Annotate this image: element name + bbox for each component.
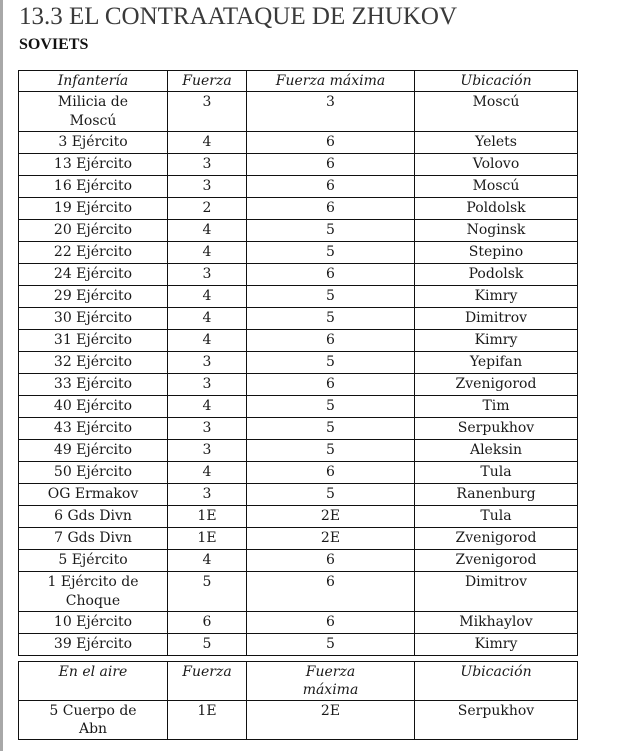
ubicacion-cell: Ranenburg (415, 484, 578, 506)
unit-name-cell (19, 440, 168, 462)
ubicacion-cell: Volovo (415, 154, 578, 176)
fuerza-cell: 5 (168, 634, 247, 656)
ubicacion-cell: Poldolsk (415, 198, 578, 220)
unit-name-label: 32 Ejército (53, 354, 133, 370)
fuerza-maxima-cell: 6 (247, 132, 415, 154)
table-row (19, 418, 578, 440)
unit-name-label: 19 Ejército (53, 200, 133, 216)
fuerza-cell: 4 (168, 308, 247, 330)
ubicacion-cell: Noginsk (415, 220, 578, 242)
table-row (19, 506, 578, 528)
section-title: SOVIETS (19, 36, 89, 53)
header-fuerza-maxima (247, 662, 415, 701)
table-row (19, 396, 578, 418)
fuerza-cell: 3 (168, 154, 247, 176)
unit-name-label: 7 Gds Divn (54, 530, 132, 546)
ubicacion-cell: Kimry (415, 634, 578, 656)
table-row (19, 176, 578, 198)
fuerza-maxima-cell: 6 (247, 264, 415, 286)
fuerza-maxima-cell: 2E (247, 528, 415, 550)
table-row (19, 286, 578, 308)
table-row (19, 374, 578, 396)
header-fuerza-maxima: Fuerza máxima (247, 71, 415, 92)
unit-name-cell (19, 484, 168, 506)
unit-name-cell (19, 352, 168, 374)
unit-name-label: 13 Ejército (53, 156, 133, 172)
unit-name-label: 5 Ejército (58, 552, 128, 568)
table-row (19, 92, 578, 132)
table-row (19, 701, 578, 740)
table-row (19, 440, 578, 462)
ubicacion-cell: Kimry (415, 286, 578, 308)
ubicacion-cell: Podolsk (415, 264, 578, 286)
unit-name-label: 10 Ejército (53, 614, 133, 630)
fuerza-maxima-cell: 5 (247, 634, 415, 656)
unit-name-label: 1 Ejército de Choque (47, 574, 139, 609)
ubicacion-cell: Serpukhov (415, 701, 578, 740)
fuerza-cell: 6 (168, 612, 247, 634)
fuerza-cell: 3 (168, 374, 247, 396)
ubicacion-cell: Mikhaylov (415, 612, 578, 634)
fuerza-cell: 4 (168, 132, 247, 154)
page-title: 13.3 EL CONTRAATAQUE DE ZHUKOV (19, 3, 458, 30)
unit-name-label: 31 Ejército (53, 332, 133, 348)
table-row (19, 612, 578, 634)
ubicacion-cell: Zvenigorod (415, 528, 578, 550)
fuerza-maxima-cell: 3 (247, 92, 415, 132)
table-row (19, 308, 578, 330)
unit-name-cell (19, 198, 168, 220)
ubicacion-cell: Yepifan (415, 352, 578, 374)
ubicacion-cell: Zvenigorod (415, 550, 578, 572)
unit-name-cell (19, 132, 168, 154)
fuerza-maxima-cell: 6 (247, 550, 415, 572)
unit-name-cell (19, 330, 168, 352)
unit-name-cell (19, 264, 168, 286)
header-fuerza: Fuerza (168, 662, 247, 701)
fuerza-maxima-cell: 5 (247, 484, 415, 506)
fuerza-maxima-cell: 2E (247, 506, 415, 528)
ubicacion-cell: Zvenigorod (415, 374, 578, 396)
unit-name-cell (19, 374, 168, 396)
table-row (19, 528, 578, 550)
fuerza-maxima-cell: 2E (247, 701, 415, 740)
unit-name-cell (19, 528, 168, 550)
fuerza-maxima-cell: 6 (247, 462, 415, 484)
ubicacion-cell: Tula (415, 506, 578, 528)
ubicacion-cell: Aleksin (415, 440, 578, 462)
table-row (19, 220, 578, 242)
unit-name-cell (19, 308, 168, 330)
header-ubicacion: Ubicación (415, 662, 578, 701)
unit-name-label: 29 Ejército (53, 288, 133, 304)
fuerza-cell: 2 (168, 198, 247, 220)
unit-name-cell (19, 176, 168, 198)
ubicacion-cell: Moscú (415, 92, 578, 132)
fuerza-cell: 4 (168, 462, 247, 484)
fuerza-maxima-cell: 6 (247, 612, 415, 634)
fuerza-cell: 1E (168, 701, 247, 740)
unit-name-cell (19, 396, 168, 418)
ubicacion-cell: Stepino (415, 242, 578, 264)
unit-name-label: 49 Ejército (53, 442, 133, 458)
fuerza-cell: 1E (168, 506, 247, 528)
unit-name-cell (19, 154, 168, 176)
fuerza-cell: 3 (168, 418, 247, 440)
soviets-air-table (18, 661, 578, 740)
table-header-row (19, 662, 578, 701)
fuerza-maxima-cell: 5 (247, 286, 415, 308)
header-fuerza-maxima-label: Fuerza máxima (302, 664, 359, 698)
unit-name-label: 43 Ejército (53, 420, 133, 436)
header-ubicacion: Ubicación (415, 71, 578, 92)
fuerza-maxima-cell: 5 (247, 418, 415, 440)
unit-name-label: Milicia de Moscú (57, 94, 129, 129)
fuerza-cell: 4 (168, 550, 247, 572)
unit-name-label: 24 Ejército (53, 266, 133, 282)
header-en-el-aire: En el aire (19, 662, 168, 701)
fuerza-maxima-cell: 6 (247, 154, 415, 176)
ubicacion-cell: Dimitrov (415, 308, 578, 330)
table-row (19, 484, 578, 506)
fuerza-cell: 3 (168, 92, 247, 132)
soviets-infantry-table (18, 70, 578, 656)
unit-name-label: 22 Ejército (53, 244, 133, 260)
unit-name-cell (19, 220, 168, 242)
table-row (19, 550, 578, 572)
fuerza-cell: 4 (168, 286, 247, 308)
unit-name-label: 33 Ejército (53, 376, 133, 392)
table-row (19, 352, 578, 374)
unit-name-label: 40 Ejército (53, 398, 133, 414)
ubicacion-cell: Tim (415, 396, 578, 418)
fuerza-cell: 4 (168, 242, 247, 264)
fuerza-cell: 3 (168, 484, 247, 506)
unit-name-cell (19, 286, 168, 308)
unit-name-label: 39 Ejército (53, 636, 133, 652)
header-fuerza: Fuerza (168, 71, 247, 92)
table-row (19, 462, 578, 484)
table-row (19, 154, 578, 176)
unit-name-cell (19, 701, 168, 740)
unit-name-cell (19, 92, 168, 132)
fuerza-cell: 3 (168, 176, 247, 198)
table-row (19, 264, 578, 286)
unit-name-label: 6 Gds Divn (54, 508, 132, 524)
ubicacion-cell: Dimitrov (415, 572, 578, 612)
unit-name-label: 30 Ejército (53, 310, 133, 326)
ubicacion-cell: Moscú (415, 176, 578, 198)
table-row (19, 330, 578, 352)
fuerza-cell: 1E (168, 528, 247, 550)
unit-name-cell (19, 550, 168, 572)
fuerza-cell: 4 (168, 396, 247, 418)
fuerza-maxima-cell: 5 (247, 220, 415, 242)
fuerza-maxima-cell: 6 (247, 572, 415, 612)
unit-name-cell (19, 634, 168, 656)
ubicacion-cell: Yelets (415, 132, 578, 154)
fuerza-maxima-cell: 6 (247, 198, 415, 220)
table-header-row (19, 71, 578, 92)
table-row (19, 572, 578, 612)
ubicacion-cell: Kimry (415, 330, 578, 352)
unit-name-cell (19, 418, 168, 440)
fuerza-cell: 3 (168, 352, 247, 374)
unit-name-cell (19, 572, 168, 612)
fuerza-maxima-cell: 5 (247, 396, 415, 418)
unit-name-cell (19, 506, 168, 528)
table-row (19, 198, 578, 220)
unit-name-label: 16 Ejército (53, 178, 133, 194)
unit-name-label: OG Ermakov (47, 486, 139, 502)
header-infanteria: Infantería (19, 71, 168, 92)
fuerza-maxima-cell: 6 (247, 176, 415, 198)
unit-name-label: 20 Ejército (53, 222, 133, 238)
fuerza-maxima-cell: 5 (247, 440, 415, 462)
unit-name-label: 5 Cuerpo de Abn (49, 703, 137, 737)
fuerza-maxima-cell: 5 (247, 308, 415, 330)
unit-name-cell (19, 612, 168, 634)
unit-name-label: 50 Ejército (53, 464, 133, 480)
table-row (19, 132, 578, 154)
fuerza-cell: 4 (168, 220, 247, 242)
ubicacion-cell: Serpukhov (415, 418, 578, 440)
fuerza-cell: 4 (168, 330, 247, 352)
fuerza-maxima-cell: 6 (247, 374, 415, 396)
fuerza-cell: 3 (168, 440, 247, 462)
page-edge (0, 0, 3, 751)
table-row (19, 634, 578, 656)
fuerza-maxima-cell: 5 (247, 242, 415, 264)
fuerza-maxima-cell: 5 (247, 352, 415, 374)
unit-name-cell (19, 242, 168, 264)
ubicacion-cell: Tula (415, 462, 578, 484)
unit-name-cell (19, 462, 168, 484)
unit-name-label: 3 Ejército (58, 134, 128, 150)
fuerza-maxima-cell: 6 (247, 330, 415, 352)
fuerza-cell: 3 (168, 264, 247, 286)
table-row (19, 242, 578, 264)
fuerza-cell: 5 (168, 572, 247, 612)
